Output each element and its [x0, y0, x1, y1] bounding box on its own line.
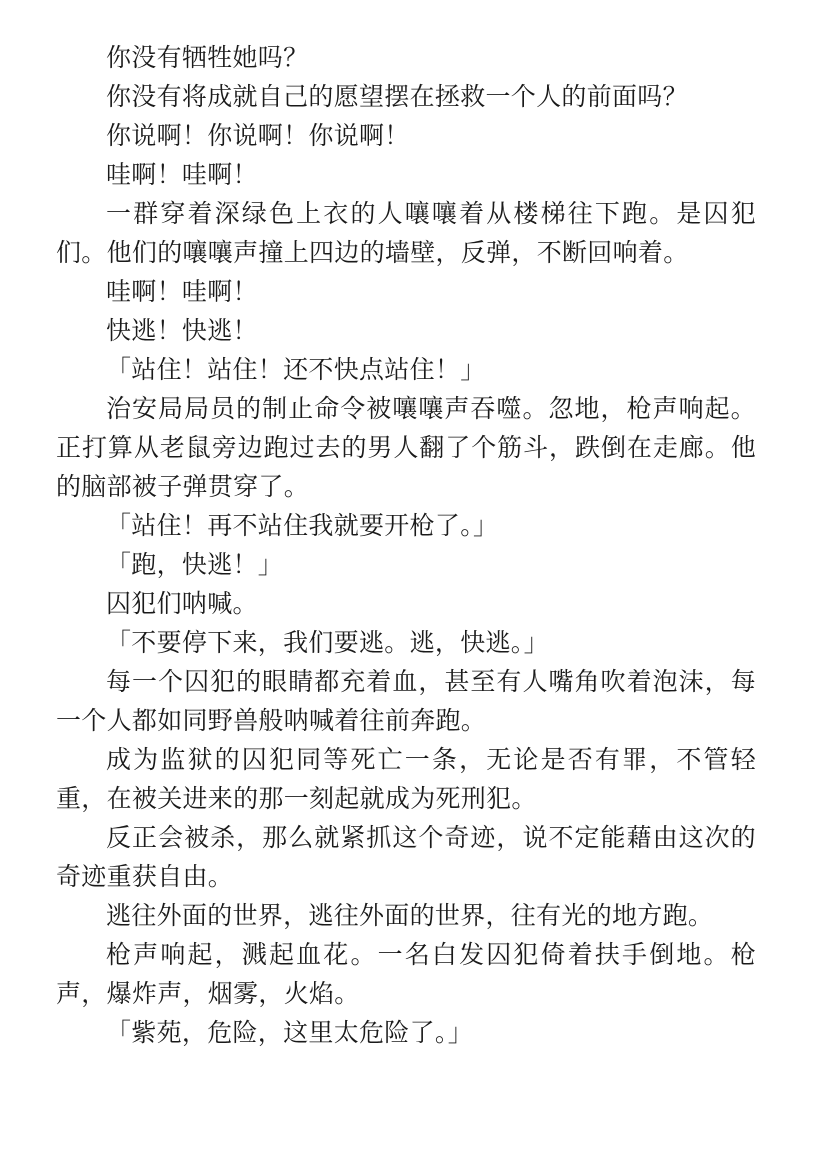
- paragraph-9: 治安局局员的制止命令被嚷嚷声吞噬。忽地，枪声响起。正打算从老鼠旁边跑过去的男人翻了个筋斗，跌倒在走廊。他的脑部被子弹贯穿了。: [56, 394, 756, 501]
- paragraph-4: 哇啊！哇啊！: [106, 160, 258, 189]
- paragraph-1: 你没有牺牲她吗？: [106, 43, 309, 72]
- document-page: [56, 38, 756, 1052]
- paragraph-18: 枪声响起，溅起血花。一名白发囚犯倚着扶手倒地。枪声，爆炸声，烟雾，火焰。: [56, 940, 756, 1008]
- paragraph-13: 「不要停下来，我们要逃。逃，快逃。」: [106, 628, 549, 657]
- paragraph-2: 你没有将成就自己的愿望摆在拯救一个人的前面吗？: [106, 82, 688, 111]
- paragraph-3: 你说啊！你说啊！你说啊！: [106, 121, 410, 150]
- paragraph-17: 逃往外面的世界，逃往外面的世界，往有光的地方跑。: [106, 901, 714, 930]
- paragraph-11: 「跑，快逃！」: [106, 550, 284, 579]
- paragraph-10: 「站住！再不站住我就要开枪了。」: [106, 511, 499, 540]
- paragraph-19: 「紫苑，危险，这里太危险了。」: [106, 1018, 474, 1047]
- paragraph-6: 哇啊！哇啊！: [106, 277, 258, 306]
- paragraph-15: 成为监狱的囚犯同等死亡一条，无论是否有罪，不管轻重，在被关进来的那一刻起就成为死刑犯。: [56, 745, 756, 813]
- paragraph-12: 囚犯们呐喊。: [106, 589, 258, 618]
- paragraph-14: 每一个囚犯的眼睛都充着血，甚至有人嘴角吹着泡沫，每一个人都如同野兽般呐喊着往前奔跑。: [56, 667, 756, 735]
- paragraph-7: 快逃！快逃！: [106, 316, 258, 345]
- paragraph-16: 反正会被杀，那么就紧抓这个奇迹，说不定能藉由这次的奇迹重获自由。: [56, 823, 756, 891]
- paragraph-5: 一群穿着深绿色上衣的人嚷嚷着从楼梯往下跑。是囚犯们。他们的嚷嚷声撞上四边的墙壁，反弹，不断回响着。: [56, 199, 756, 267]
- paragraph-8: 「站住！站住！还不快点站住！」: [106, 355, 486, 384]
